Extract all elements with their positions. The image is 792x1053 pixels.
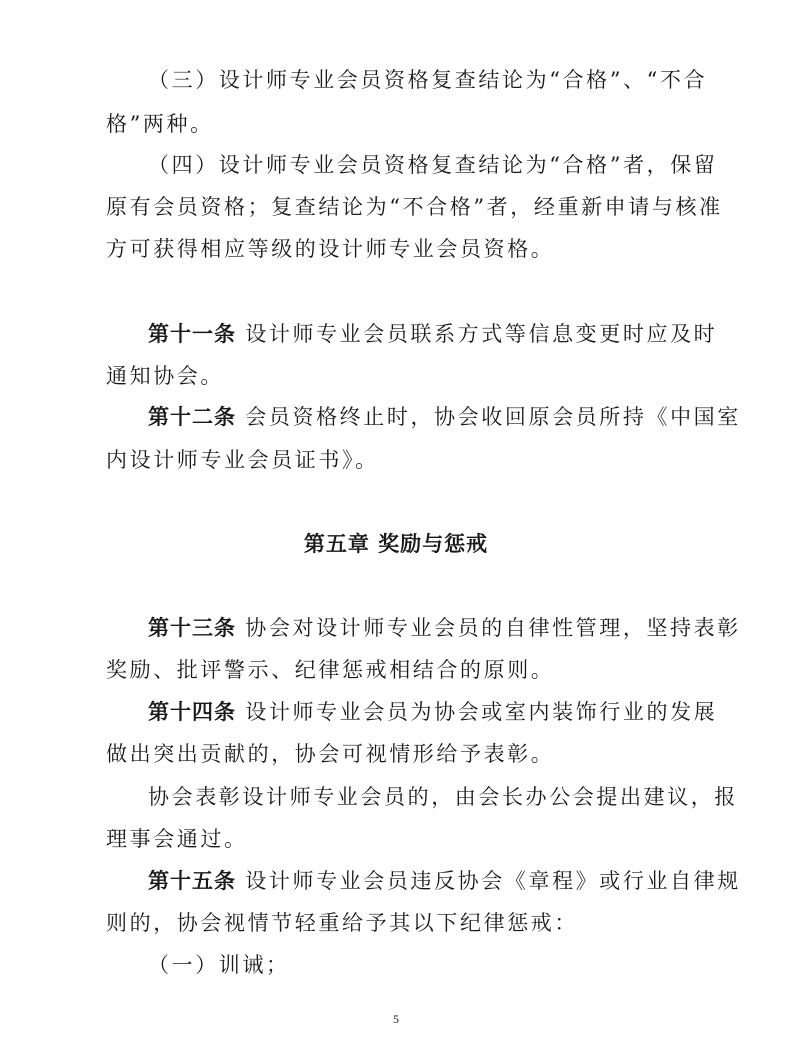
commendation-line-2: 理事会通过。: [106, 827, 248, 851]
clause-4-line-3: 方可获得相应等级的设计师专业会员资格。: [106, 237, 555, 261]
chapter-5-heading: 第五章 奖励与惩戒: [303, 532, 489, 556]
article-15-label: 第十五条: [148, 869, 236, 893]
article-15-line-1: [148, 867, 741, 895]
article-15-text: 设计师专业会员违反协会《章程》或行业自律规: [245, 869, 741, 893]
article-11-line-2: 通知协会。: [106, 364, 224, 388]
sanction-1-line: （一）训诫；: [148, 953, 290, 977]
article-14-text: 设计师专业会员为协会或室内装饰行业的发展: [245, 700, 718, 724]
article-11-line-1: [148, 320, 738, 348]
article-11-label: 第十一条: [148, 322, 236, 346]
clause-3-line-2: 格”两种。: [106, 112, 214, 136]
article-15-line-2: 则的，协会视情节轻重给予其以下纪律惩戒：: [106, 911, 578, 935]
article-11-text: 设计师专业会员联系方式等信息变更时应及时: [245, 322, 718, 346]
commendation-line-1: 协会表彰设计师专业会员的，由会长办公会提出建议，报: [148, 785, 738, 809]
article-12-text: 会员资格终止时，协会收回原会员所持《中国室: [245, 405, 741, 429]
article-12-label: 第十二条: [148, 405, 236, 429]
article-14-line-1: [148, 698, 738, 726]
article-13-line-1: [148, 614, 741, 642]
clause-4-line-1: （四）设计师专业会员资格复查结论为“合格”者，保留: [148, 153, 718, 177]
article-12-line-2: 内设计师专业会员证书》。: [106, 448, 379, 472]
clause-4-line-2: 原有会员资格；复查结论为“不合格”者，经重新申请与核准: [106, 195, 723, 219]
article-14-line-2: 做出突出贡献的，协会可视情形给予表彰。: [106, 742, 555, 766]
page-number: 5: [393, 1012, 399, 1026]
article-13-line-2: 奖励、批评警示、纪律惩戒相结合的原则。: [106, 658, 555, 682]
article-13-text: 协会对设计师专业会员的自律性管理，坚持表彰: [245, 616, 741, 640]
clause-3-line-1: （三）设计师专业会员资格复查结论为“合格”、“不合: [148, 68, 708, 92]
article-12-line-1: [148, 403, 741, 431]
article-14-label: 第十四条: [148, 700, 236, 724]
article-13-label: 第十三条: [148, 616, 236, 640]
